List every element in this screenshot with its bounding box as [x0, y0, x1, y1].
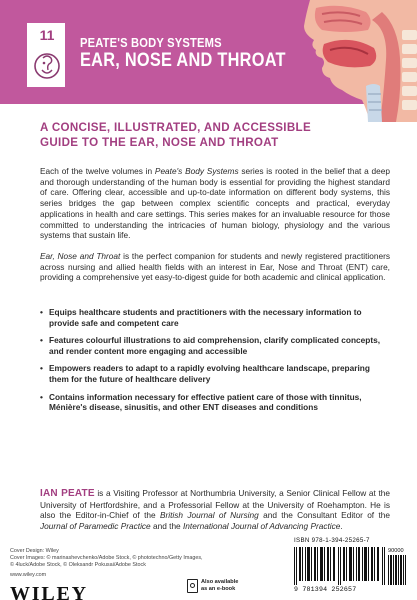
credit-line-1: Cover Design: Wiley [10, 548, 59, 554]
feature-text: Equips healthcare students and practitioners with the necessary information to provide safe and competent care [49, 307, 362, 328]
ebook-icon [187, 579, 198, 593]
credit-line-2: Cover Images: © marinashevchenko/Adobe Stock, © phototechno/Getty Images, [10, 554, 203, 561]
feature-text: Features colourful illustrations to aid comprehension, clarify complicated concepts, and render content more engaging and accessible [49, 335, 381, 356]
para2-book-name: Ear, Nose and Throat [40, 251, 121, 261]
bio-journal-1: British Journal of Nursing [159, 510, 259, 521]
ear-nose-throat-icon [34, 49, 60, 83]
addon-barcode [388, 555, 406, 585]
credit-line-3: © 4luck/Adobe Stock, © Oleksandr Pokusai/Adobe Stock [10, 561, 146, 568]
isbn-label: ISBN 978-1-394-25265-7 [294, 537, 370, 544]
feature-text: Empowers readers to adapt to a rapidly evolving healthcare landscape, preparing them for the future of healthcare delivery [49, 363, 370, 384]
price-code: 90000 [388, 548, 404, 554]
bio-text-2: and the Consultant Editor of the [258, 510, 390, 521]
bio-journal-2: Journal of Paramedic Practice [40, 521, 151, 532]
publisher-logo: WILEY [10, 583, 88, 600]
ebook-text [201, 579, 271, 592]
cover-credits [10, 548, 240, 568]
ebook-notice [187, 578, 267, 594]
feature-item [40, 335, 385, 356]
bullet-dot: • [40, 307, 43, 317]
series-description [40, 166, 390, 241]
volume-number: 11 [39, 27, 55, 43]
book-description [40, 251, 390, 283]
ebook-line-1: Also available [201, 579, 239, 585]
series-title: PEATE'S BODY SYSTEMS [80, 35, 222, 50]
book-title: EAR, NOSE AND THROAT [80, 50, 286, 71]
ean-number: 9 781394 252657 [294, 586, 357, 593]
bio-text-1: is a Visiting Professor at Northumbria University, a Senior Clinical Fellow at the University of Hertfordshire, and a Professorial Fellow at the University of Roehampton. He is also the Editor-in-Chief of the [40, 488, 390, 521]
publisher-website: www.wiley.com [10, 572, 47, 578]
feature-item [40, 392, 385, 413]
author-name: IAN PEATE [40, 488, 95, 499]
author-bio [40, 488, 390, 532]
feature-text: Contains information necessary for effective patient care of those with tinnitus, Ménière's disease, sinusitis, and other ENT diseases and conditions [49, 391, 362, 413]
barcode [294, 547, 386, 585]
headline [40, 120, 363, 149]
feature-item [40, 307, 385, 328]
headline-line-2: GUIDE TO THE EAR, NOSE AND THROAT [40, 134, 279, 149]
head-anatomy-illustration [270, 0, 417, 122]
bullet-dot: • [40, 363, 43, 374]
para1-series-name: Peate's Body Systems [154, 166, 239, 176]
ebook-line-2: as an e-book [201, 585, 236, 592]
headline-line-1: A CONCISE, ILLUSTRATED, AND ACCESSIBLE [40, 120, 312, 134]
barcode-block [294, 537, 406, 595]
bullet-dot: • [40, 335, 43, 346]
para1-text-1: Each of the twelve volumes in [40, 166, 155, 176]
volume-badge [26, 22, 66, 88]
para1-text-2: series is rooted in the belief that a deep and thorough understanding of the human body is essential for providing the highest standard of care. Offering clear, accessible and up-to-date information on different body systems, this series bridges the gap between complex scientific concepts and practical, everyday applications in health and care settings. This series makes for an invaluable resource for those committed to understanding the intricacies of human biology, physiology and the various systems that sustain life. [40, 166, 390, 241]
feature-item [40, 363, 385, 384]
bio-journal-3: International Journal of Advancing Practice [182, 521, 341, 532]
bullet-dot: • [40, 391, 43, 402]
feature-list [40, 307, 385, 420]
bio-text-3: and the [150, 521, 183, 532]
para2-text-1: is the perfect companion for students and newly registered practitioners across nursing and allied health fields with an interest in Ear, Nose and Throat (ENT) care, providing a comprehensive yet easy-to-digest guide for both academic and clinical application. [40, 251, 390, 283]
bio-text-4: . [340, 521, 343, 532]
